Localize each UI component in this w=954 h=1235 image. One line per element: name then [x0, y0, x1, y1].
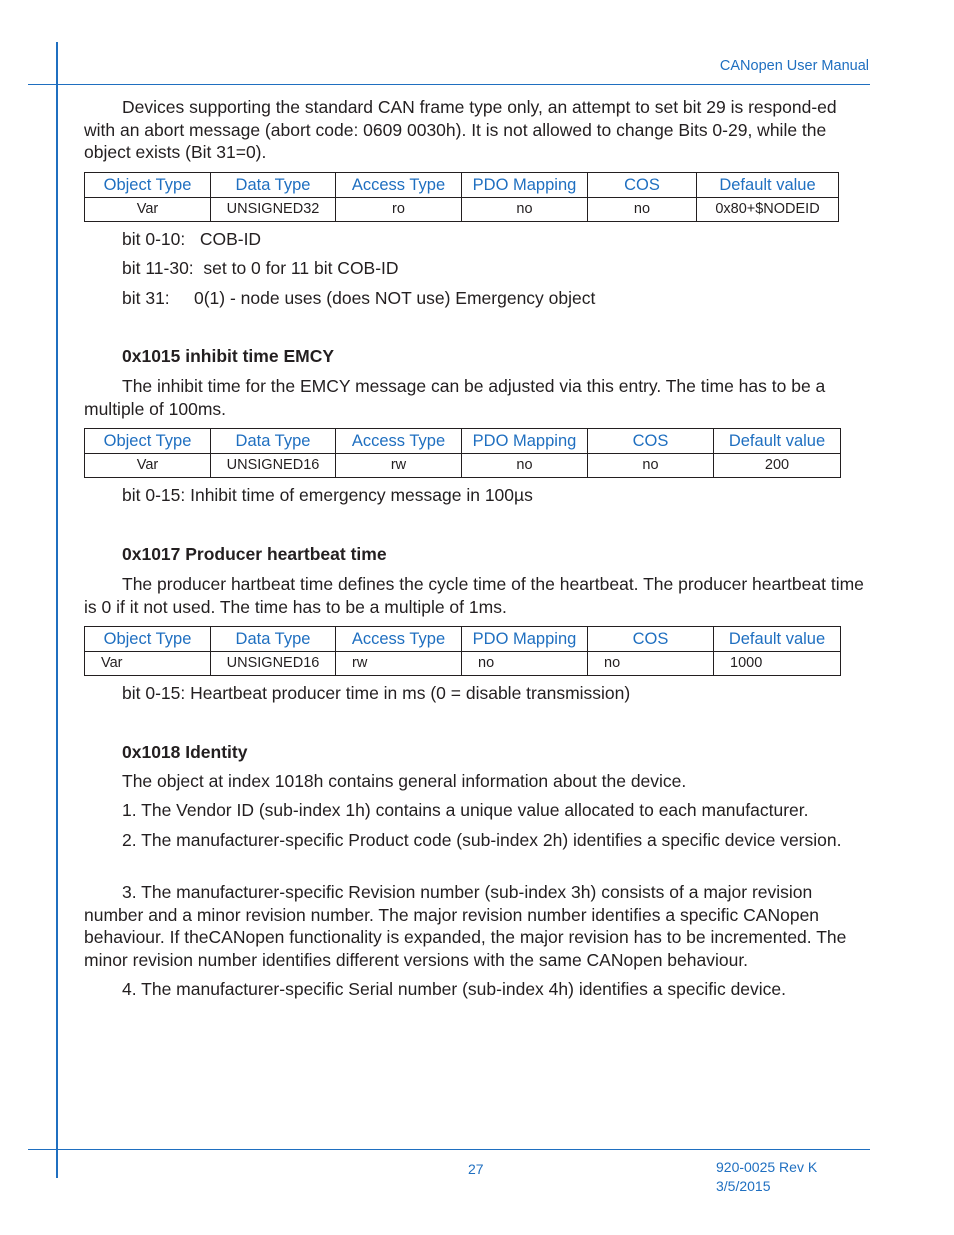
- header-pdo-mapping: PDO Mapping: [462, 627, 588, 652]
- bit-description: bit 0-10: COB-ID: [122, 229, 262, 249]
- revision-number: 920-0025 Rev K: [716, 1159, 818, 1175]
- header-access-type: Access Type: [336, 627, 462, 652]
- running-header-title: CANopen User Manual: [719, 58, 869, 74]
- cell-default-value: 200: [714, 454, 841, 478]
- header-access-type: Access Type: [336, 173, 462, 198]
- cell-cos: no: [588, 454, 714, 478]
- cell-pdo-mapping: no: [462, 454, 588, 478]
- header-default-value: Default value: [697, 173, 839, 198]
- document-revision: [716, 1158, 817, 1196]
- cell-pdo-mapping: no: [462, 198, 588, 222]
- left-margin-rule: [56, 42, 58, 1178]
- cell-cos: no: [588, 652, 714, 676]
- cell-pdo-mapping: no: [462, 652, 588, 676]
- section-1017-intro: [84, 573, 870, 618]
- header-rule: [28, 84, 870, 85]
- footer-rule: [28, 1149, 870, 1150]
- section-1015-heading: 0x1015 inhibit time EMCY: [122, 346, 335, 366]
- list-item: [84, 978, 870, 1001]
- header-access-type: Access Type: [336, 429, 462, 454]
- header-data-type: Data Type: [211, 627, 336, 652]
- header-pdo-mapping: PDO Mapping: [462, 173, 588, 198]
- cell-object-type: Var: [85, 198, 211, 222]
- section-1017-table: [84, 626, 841, 676]
- paragraph: 1. The Vendor ID (sub-index 1h) contains a unique value allocated to each manufacturer.: [122, 800, 809, 820]
- paragraph: The producer hartbeat time defines the cycle time of the heartbeat. The producer heartbeat time is 0 if it not used. The time has to be a multiple of 1ms.: [84, 574, 864, 617]
- section-1014-intro: [84, 96, 870, 164]
- header-data-type: Data Type: [211, 173, 336, 198]
- cell-cos: no: [588, 198, 697, 222]
- cell-default-value: 0x80+$NODEID: [697, 198, 839, 222]
- cell-default-value: 1000: [714, 652, 841, 676]
- cell-data-type: UNSIGNED16: [211, 652, 336, 676]
- header-cos: COS: [588, 429, 714, 454]
- bit-description: bit 0-15: Inhibit time of emergency message in 100µs: [122, 485, 533, 505]
- header-data-type: Data Type: [211, 429, 336, 454]
- cell-object-type: Var: [85, 652, 211, 676]
- table-row: [85, 198, 839, 222]
- bit-description: bit 11-30: set to 0 for 11 bit COB-ID: [122, 258, 399, 278]
- section-1018-heading: 0x1018 Identity: [122, 742, 248, 762]
- paragraph: 4. The manufacturer-specific Serial number (sub-index 4h) identifies a specific device.: [122, 979, 787, 999]
- header-default-value: Default value: [714, 429, 841, 454]
- section-1017-heading: 0x1017 Producer heartbeat time: [122, 544, 387, 564]
- section-1018-intro: The object at index 1018h contains general information about the device.: [122, 771, 687, 791]
- paragraph: 3. The manufacturer-specific Revision number (sub-index 3h) consists of a major revision number and a minor revision number. The major revision number identifies a specific CANopen behaviour. If theCANopen functionality is expanded, the major revision has to be incremented. The minor revision number identifies different versions with the same CANopen behaviour.: [84, 882, 847, 970]
- header-pdo-mapping: PDO Mapping: [462, 429, 588, 454]
- header-object-type: Object Type: [85, 627, 211, 652]
- section-1015-table: [84, 428, 841, 478]
- table-header-row: [85, 627, 841, 652]
- paragraph: 2. The manufacturer-specific Product code (sub-index 2h) identifies a specific device version.: [122, 830, 842, 850]
- table-header-row: [85, 429, 841, 454]
- table-row: [85, 454, 841, 478]
- page-number: 27: [468, 1161, 484, 1177]
- table-header-row: [85, 173, 839, 198]
- bit-description: bit 0-15: Heartbeat producer time in ms (0 = disable transmission): [122, 683, 631, 703]
- bit-description: bit 31: 0(1) - node uses (does NOT use) Emergency object: [122, 288, 596, 308]
- cell-access-type: rw: [336, 454, 462, 478]
- paragraph: Devices supporting the standard CAN frame type only, an attempt to set bit 29 is respond-ed with an abort message (abort code: 0609 0030h). It is not allowed to change Bits 0-29, while the object exists (Bit 31=0).: [84, 97, 837, 162]
- header-default-value: Default value: [714, 627, 841, 652]
- cell-access-type: rw: [336, 652, 462, 676]
- list-item: [84, 799, 870, 822]
- header-cos: COS: [588, 173, 697, 198]
- list-item: [84, 881, 870, 971]
- paragraph: The inhibit time for the EMCY message can be adjusted via this entry. The time has to be a multiple of 100ms.: [84, 376, 826, 419]
- list-item: [84, 829, 870, 852]
- section-1014-table: [84, 172, 839, 222]
- revision-date: 3/5/2015: [716, 1178, 771, 1194]
- header-cos: COS: [588, 627, 714, 652]
- header-object-type: Object Type: [85, 173, 211, 198]
- cell-object-type: Var: [85, 454, 211, 478]
- cell-data-type: UNSIGNED32: [211, 198, 336, 222]
- section-1015-intro: [84, 375, 870, 420]
- cell-access-type: ro: [336, 198, 462, 222]
- table-row: [85, 652, 841, 676]
- cell-data-type: UNSIGNED16: [211, 454, 336, 478]
- header-object-type: Object Type: [85, 429, 211, 454]
